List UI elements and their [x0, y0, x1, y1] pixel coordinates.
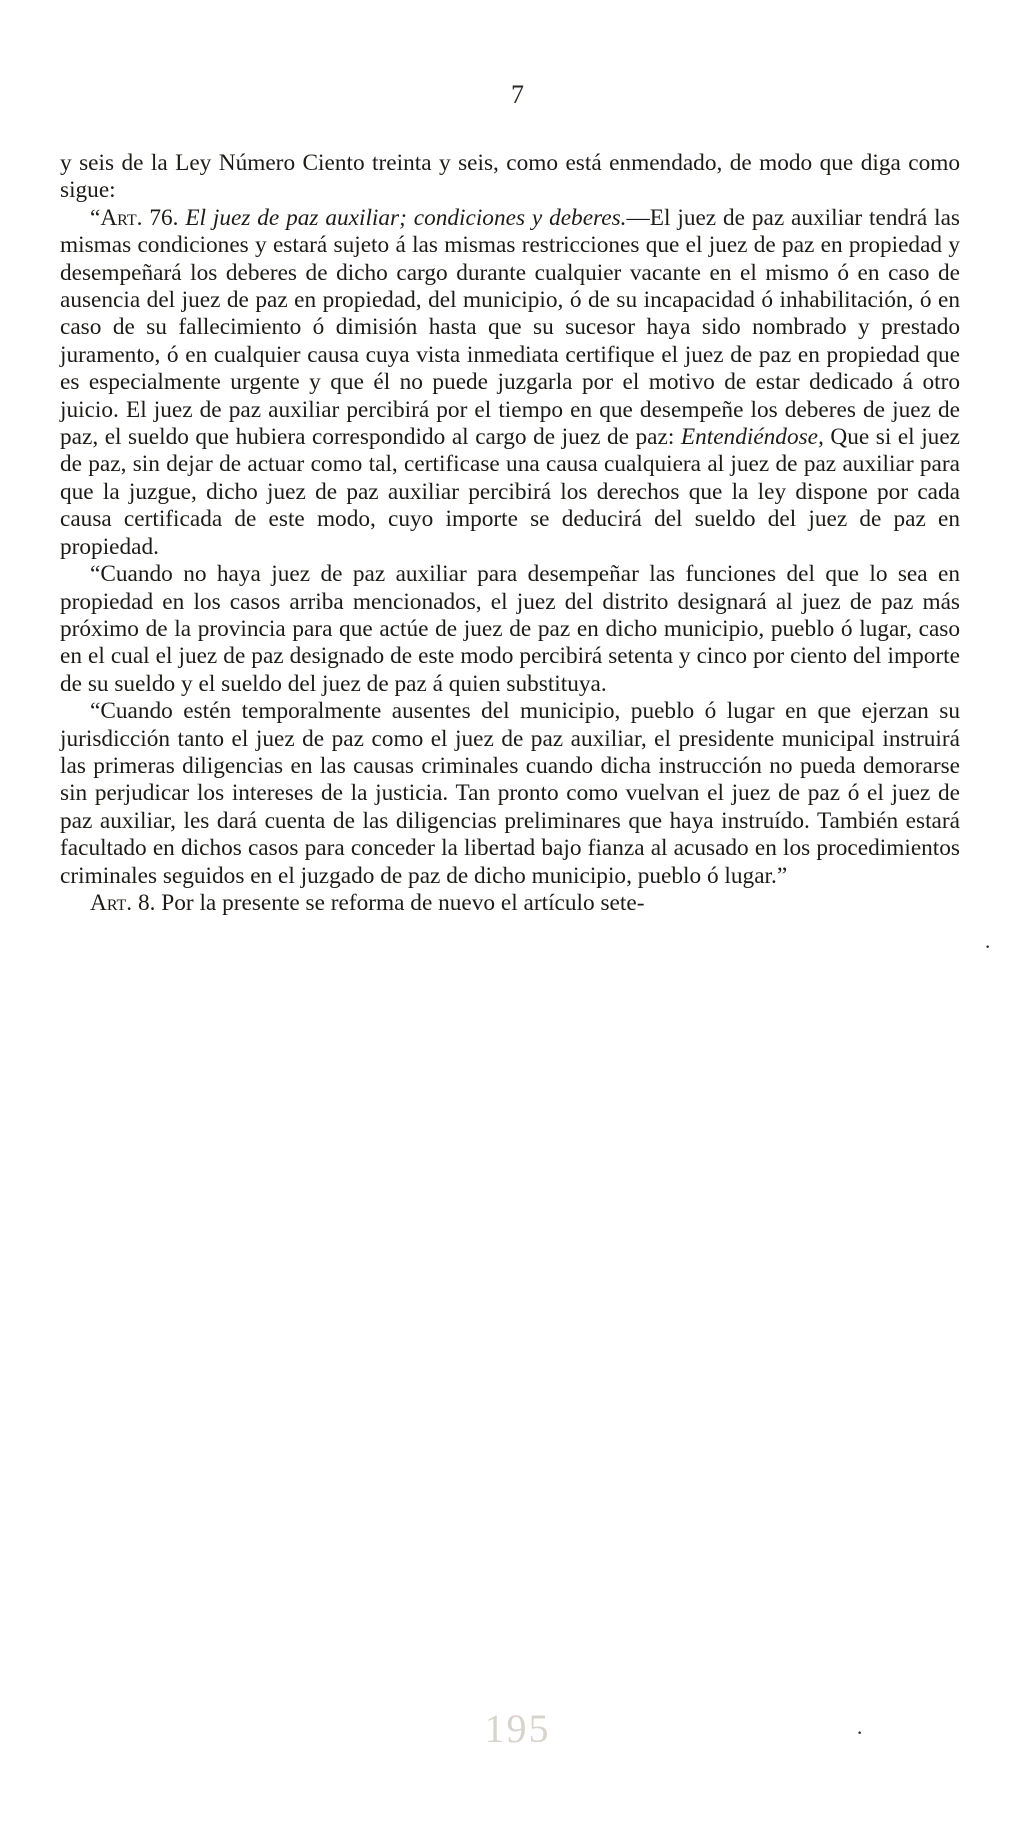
- document-body: [60, 150, 960, 917]
- article-heading: El juez de paz auxiliar; condiciones y deberes.: [185, 204, 627, 231]
- paragraph-article-76: [60, 205, 960, 561]
- faded-stamp-number: 195: [484, 1706, 551, 1751]
- paragraph-intro: y seis de la Ley Número Ciento treinta y seis, como está enmendado, de modo que diga como sigue:: [60, 150, 960, 204]
- page-number: 7: [511, 80, 524, 109]
- article-number-76: Art. 76.: [100, 204, 179, 231]
- article-76-tail: Que si el juez de paz, sin dejar de actuar como tal, certificase una causa cualquiera al juez de paz auxiliar para que la juzgue, dicho juez de paz auxiliar percibirá los derechos que la ley dispone por cada causa certificada de este modo, cuyo importe se deducirá del sueldo del juez de paz en propiedad.: [60, 424, 961, 560]
- entendiendose-term: Entendiéndose,: [680, 424, 824, 451]
- paragraph-no-auxiliary-judge: “Cuando no haya juez de paz auxiliar para desempeñar las funciones del que lo sea en propiedad en los casos arriba mencionados, el juez del distrito designará al juez de paz más próximo de la provincia para que actúe de juez de paz en dicho municipio, pueblo ó lugar, caso en el cual el juez de paz designado de este modo percibirá setenta y cinco por ciento del importe de su sueldo y el sueldo del juez de paz á quien substituya.: [60, 561, 960, 697]
- article-76-body: —El juez de paz auxiliar tendrá las mismas condiciones y estará sujeto á las mismas restricciones que el juez de paz en propiedad y desempeñará los deberes de dicho cargo durante cualquier vacante en el mismo ó en caso de ausencia del juez de paz en propiedad, del municipio, ó de su incapacidad ó inhabilitación, ó en caso de su fallecimiento ó dimisión hasta que su sucesor haya sido nombrado y prestado juramento, ó en cualquier causa cuya vista inmediata certifique el juez de paz en propiedad que es especialmente urgente y que él no puede juzgarla por el motivo de estar dedicado á otro juicio. El juez de paz auxiliar percibirá por el tiempo en que desempeñe los deberes de juez de paz, el sueldo que hubiera correspondido al cargo de juez de paz:: [60, 204, 960, 451]
- article-8-body: Por la presente se reforma de nuevo el artículo sete-: [155, 889, 645, 916]
- paragraph-temporary-absence: “Cuando estén temporalmente ausentes del municipio, pueblo ó lugar en que ejerzan su jurisdicción tanto el juez de paz como el juez de paz auxiliar, el presidente municipal instruirá las primeras diligencias en las causas criminales cuando dicha instrucción no pueda demorarse sin perjudicar los intereses de la justicia. Tan pronto como vuelvan el juez de paz ó el juez de paz auxiliar, les dará cuenta de las diligencias preliminares que haya instruído. También estará facultado en dichos casos para conceder la libertad bajo fianza al acusado en los procedimientos criminales seguidos en el juzgado de paz de dicho municipio, pueblo ó lugar.”: [60, 698, 960, 889]
- open-quote: “: [90, 204, 101, 231]
- margin-dot-mark: ·: [984, 934, 992, 959]
- article-number-8: Art. 8.: [90, 889, 156, 916]
- footer-dot-mark: ·: [856, 1720, 864, 1745]
- paragraph-article-8: [60, 890, 960, 917]
